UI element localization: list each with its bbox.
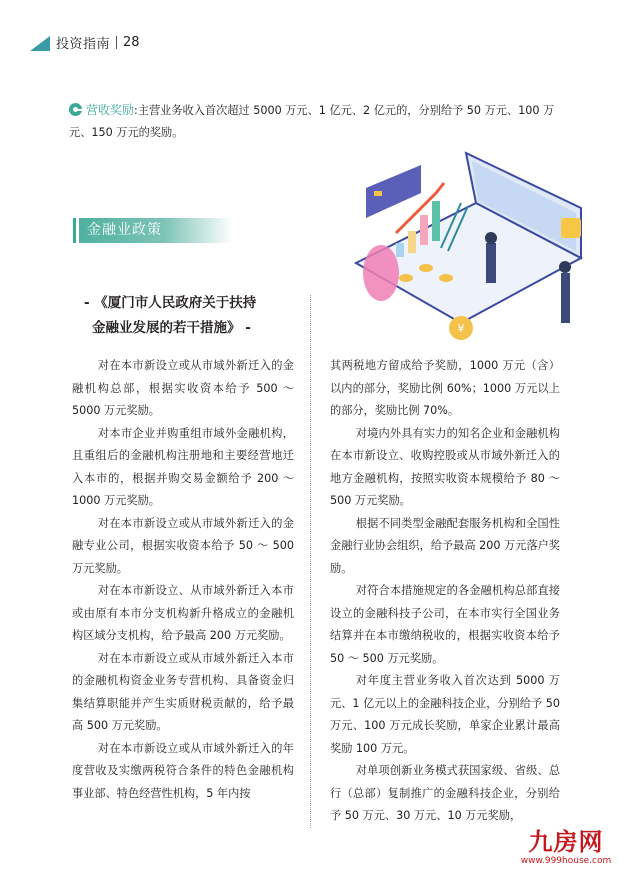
reward-label: 营收奖励: [86, 103, 135, 117]
reward-text: :主营业务收入首次超过 5000 万元、1 亿元、2 亿元的，分别给予 50 万元、100 万元、150 万元的奖励。: [69, 104, 555, 139]
policy-paragraph: 对在本市新设立、从市域外新迁入本市或由原有本市分支机构新升格成立的金融机构区域分支机构，给予最高 200 万元奖励。: [72, 584, 294, 642]
watermark-logo: 九房网: [528, 827, 604, 856]
header-title: 投资指南: [56, 36, 111, 52]
policy-paragraph: 对在本市新设立或从市域外新迁入的金融机构总部，根据实收资本给予 500 ～ 5000 万元奖励。: [72, 359, 294, 417]
policy-paragraph: 对本市企业并购重组市域外金融机构，且重组后的金融机构注册地和主要经营地迁入本市的，根据并购交易金额给予 200 ～ 1000 万元奖励。: [72, 426, 294, 507]
section-header: [73, 218, 233, 243]
triangle-icon: [30, 36, 50, 51]
page-header: [30, 33, 140, 51]
policy-paragraph: 对符合本措施规定的各金融机构总部直接设立的金融科技子公司，在本市实行全国业务结算并在本市缴纳税收的，根据实收资本给予 50 ～ 500 万元奖励。: [330, 584, 560, 665]
finance-laptop-illustration: [336, 143, 586, 343]
circle-arrow-icon: [69, 103, 82, 116]
policy-title-line-2: 金融业发展的若干措施》 -: [92, 320, 251, 336]
policy-document-title: [80, 291, 300, 341]
policy-paragraph: 根据不同类型金融配套服务机构和全国性金融行业协会组织，给予最高 200 万元落户奖励。: [330, 516, 560, 575]
column-divider: [310, 295, 311, 828]
section-accent-bar: [73, 218, 76, 243]
section-title: 金融业政策: [79, 218, 233, 243]
policy-paragraph: 对境内外具有实力的知名企业和金融机构在本市新设立、收购控股或从市域外新迁入的地方金融机构，按照实收资本规模给予 80 ～ 500 万元奖励。: [330, 426, 560, 507]
watermark-url: www.999house.com: [520, 856, 612, 866]
policy-paragraph: 对在本市新设立或从市域外新迁入的年度营收及实缴两税符合条件的特色金融机构事业部、特色经营性机构，5 年内按: [72, 741, 294, 800]
svg-text:¥: ¥: [457, 322, 465, 335]
policy-paragraph: 对年度主营业务收入首次达到 5000 万元、1 亿元以上的金融科技企业，分别给予 50 万元、100 万元成长奖励，单家企业累计最高奖励 100 万元。: [330, 674, 560, 755]
left-column: [72, 355, 294, 805]
watermark: [516, 828, 616, 867]
policy-paragraph: 对在本市新设立或从市域外新迁入的金融专业公司，根据实收资本给予 50 ～ 500 万元奖励。: [72, 516, 294, 575]
policy-paragraph: 对单项创新业务模式获国家级、省级、总行（总部）复制推广的金融科技企业，分别给予 50 万元、30 万元、10 万元奖励，: [330, 764, 560, 822]
policy-paragraph: 对在本市新设立或从市域外新迁入本市的金融机构资金业务专营机构、具备资金归集结算职能并产生实质财税贡献的，给予最高 500 万元奖励。: [72, 651, 294, 732]
page-number: 28: [123, 34, 140, 50]
policy-title-line-1: - 《厦门市人民政府关于扶持: [84, 295, 257, 311]
policy-paragraph: 其两税地方留成给予奖励，1000 万元（含）以内的部分，奖励比例 60%；1000 万元以上的部分，奖励比例 70%。: [330, 359, 560, 417]
header-divider: [116, 36, 117, 49]
revenue-reward-paragraph: [69, 99, 569, 144]
right-column: [330, 355, 560, 828]
